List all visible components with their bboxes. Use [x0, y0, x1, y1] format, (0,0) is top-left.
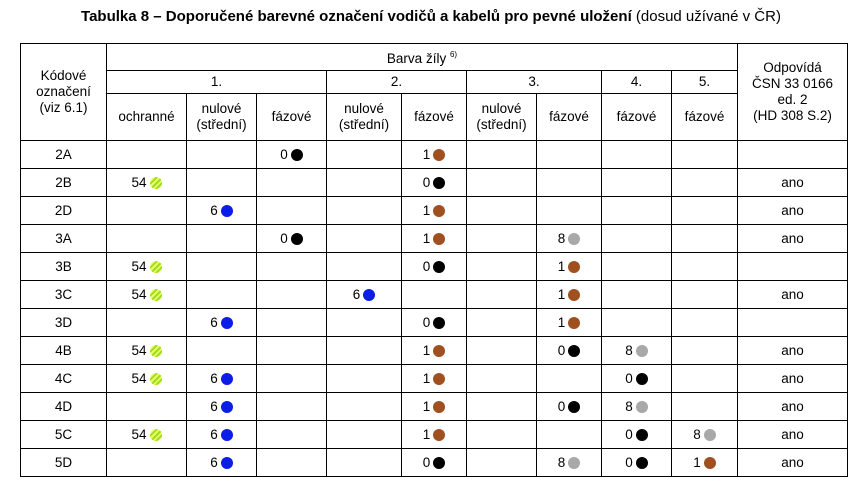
header-barva: Barva žíly $^{6)}$ — [107, 44, 738, 71]
odpovida-cell: ano — [738, 393, 848, 421]
conductor-cell — [187, 365, 257, 393]
sub-fazove-5: fázové — [672, 94, 738, 141]
conductor-cell — [327, 365, 402, 393]
color-code-number: 0 — [625, 426, 633, 442]
odpovida-cell — [738, 253, 848, 281]
conductor-cell — [602, 225, 672, 253]
conductor-cell — [327, 337, 402, 365]
conductor-cell — [402, 309, 467, 337]
color-code-number: 54 — [131, 370, 147, 386]
color-code-number: 1 — [557, 258, 566, 274]
odpovida-cell: ano — [738, 225, 848, 253]
conductor-cell — [537, 169, 602, 197]
conductor-cell — [672, 281, 738, 309]
table-title-note: (dosud užívané v ČR) — [631, 8, 781, 25]
gray-dot-icon — [568, 457, 580, 469]
conductor-cell — [107, 421, 187, 449]
black-dot-icon — [636, 457, 648, 469]
conductor-cell — [467, 281, 537, 309]
conductor-cell — [327, 253, 402, 281]
conductor-cell — [467, 141, 537, 169]
color-code-number: 0 — [625, 454, 633, 470]
brown-dot-icon — [433, 205, 445, 217]
color-code-number: 1 — [557, 314, 566, 330]
code-cell: 4D — [21, 393, 107, 421]
blue-dot-icon — [221, 373, 233, 385]
color-code-number: 0 — [625, 370, 633, 386]
color-code-number: 8 — [625, 398, 633, 414]
conductor-cell — [257, 365, 327, 393]
color-code-number: 0 — [422, 314, 431, 330]
conductor-cell — [257, 141, 327, 169]
odpovida-cell — [738, 141, 848, 169]
conductor-cell — [187, 309, 257, 337]
conductor-cell — [602, 197, 672, 225]
conductor-cell — [327, 141, 402, 169]
conductor-cell — [467, 449, 537, 477]
blue-dot-icon — [221, 205, 233, 217]
green-yellow-dot-icon — [150, 261, 162, 273]
conductor-cell — [107, 365, 187, 393]
code-cell: 3D — [21, 309, 107, 337]
conductor-cell — [327, 393, 402, 421]
gray-dot-icon — [568, 233, 580, 245]
group-5: 5. — [672, 71, 738, 94]
conductor-cell — [402, 393, 467, 421]
odpovida-cell: ano — [738, 169, 848, 197]
brown-dot-icon — [568, 289, 580, 301]
brown-dot-icon — [433, 345, 445, 357]
conductor-cell — [257, 393, 327, 421]
conductor-cell — [187, 225, 257, 253]
color-code-number: 54 — [131, 286, 147, 302]
conductor-cell — [187, 449, 257, 477]
table-row — [21, 197, 848, 225]
table-row — [21, 169, 848, 197]
color-code-number: 8 — [625, 342, 633, 358]
conductor-cell — [107, 225, 187, 253]
sub-nulove-3: nulové (střední) — [467, 94, 537, 141]
conductor-cell — [467, 197, 537, 225]
conductor-cell — [467, 393, 537, 421]
conductor-cell — [537, 393, 602, 421]
brown-dot-icon — [704, 457, 716, 469]
conductor-cell — [537, 141, 602, 169]
color-code-number: 6 — [210, 202, 218, 218]
conductor-cell — [257, 421, 327, 449]
conductor-cell — [467, 309, 537, 337]
group-1: 1. — [107, 71, 327, 94]
table-row — [21, 253, 848, 281]
color-code-number: 6 — [210, 370, 218, 386]
black-dot-icon — [433, 261, 445, 273]
color-coding-table — [20, 43, 848, 477]
table-row — [21, 141, 848, 169]
conductor-cell — [602, 393, 672, 421]
conductor-cell — [602, 421, 672, 449]
table-row — [21, 309, 848, 337]
conductor-cell — [107, 281, 187, 309]
color-code-number: 1 — [422, 230, 431, 246]
conductor-cell — [672, 141, 738, 169]
conductor-cell — [257, 309, 327, 337]
color-code-number: 6 — [210, 454, 218, 470]
black-dot-icon — [291, 149, 303, 161]
conductor-cell — [402, 141, 467, 169]
table-row — [21, 365, 848, 393]
group-3: 3. — [467, 71, 602, 94]
green-yellow-dot-icon — [150, 289, 162, 301]
black-dot-icon — [568, 345, 580, 357]
conductor-cell — [107, 393, 187, 421]
conductor-cell — [327, 281, 402, 309]
conductor-cell — [467, 421, 537, 449]
conductor-cell — [107, 309, 187, 337]
odpovida-cell: ano — [738, 197, 848, 225]
color-code-number: 1 — [422, 202, 431, 218]
color-code-number: 1 — [422, 398, 431, 414]
blue-dot-icon — [221, 401, 233, 413]
sub-fazove-1: fázové — [257, 94, 327, 141]
black-dot-icon — [433, 457, 445, 469]
color-code-number: 1 — [422, 426, 431, 442]
conductor-cell — [537, 225, 602, 253]
color-code-number: 0 — [422, 454, 431, 470]
black-dot-icon — [636, 373, 648, 385]
conductor-cell — [187, 421, 257, 449]
table-title — [0, 8, 862, 25]
color-code-number: 54 — [131, 342, 147, 358]
gray-dot-icon — [636, 345, 648, 357]
conductor-cell — [257, 281, 327, 309]
header-code: Kódové označení (viz 6.1) — [21, 44, 107, 141]
conductor-cell — [402, 225, 467, 253]
color-code-number: 0 — [280, 230, 288, 246]
brown-dot-icon — [433, 233, 445, 245]
conductor-cell — [107, 169, 187, 197]
conductor-cell — [467, 365, 537, 393]
conductor-cell — [537, 197, 602, 225]
conductor-cell — [602, 365, 672, 393]
sub-fazove-3: fázové — [537, 94, 602, 141]
black-dot-icon — [568, 401, 580, 413]
conductor-cell — [327, 309, 402, 337]
conductor-cell — [187, 141, 257, 169]
conductor-cell — [257, 225, 327, 253]
conductor-cell — [402, 197, 467, 225]
conductor-cell — [537, 309, 602, 337]
sub-fazove-2: fázové — [402, 94, 467, 141]
conductor-cell — [402, 421, 467, 449]
color-code-number: 1 — [557, 286, 566, 302]
conductor-cell — [602, 141, 672, 169]
color-code-number: 54 — [131, 174, 147, 190]
table-title-bold: Tabulka 8 – Doporučené barevné označení vodičů a kabelů pro pevné uložení — [81, 8, 632, 25]
conductor-cell — [107, 253, 187, 281]
conductor-cell — [107, 141, 187, 169]
conductor-cell — [537, 449, 602, 477]
conductor-cell — [602, 253, 672, 281]
brown-dot-icon — [568, 261, 580, 273]
sub-fazove-4: fázové — [602, 94, 672, 141]
group-4: 4. — [602, 71, 672, 94]
color-code-number: 6 — [210, 398, 218, 414]
gray-dot-icon — [704, 429, 716, 441]
conductor-cell — [327, 225, 402, 253]
color-code-number: 8 — [693, 426, 701, 442]
blue-dot-icon — [221, 317, 233, 329]
conductor-cell — [402, 449, 467, 477]
conductor-cell — [187, 197, 257, 225]
code-cell: 3C — [21, 281, 107, 309]
black-dot-icon — [291, 233, 303, 245]
green-yellow-dot-icon — [150, 373, 162, 385]
odpovida-cell — [738, 309, 848, 337]
conductor-cell — [187, 393, 257, 421]
green-yellow-dot-icon — [150, 429, 162, 441]
conductor-cell — [107, 337, 187, 365]
conductor-cell — [257, 337, 327, 365]
sub-ochranne: ochranné — [107, 94, 187, 141]
conductor-cell — [107, 197, 187, 225]
color-code-number: 0 — [422, 258, 431, 274]
code-cell: 2A — [21, 141, 107, 169]
conductor-cell — [257, 197, 327, 225]
conductor-cell — [602, 337, 672, 365]
table-row — [21, 225, 848, 253]
color-code-number: 8 — [557, 454, 566, 470]
conductor-cell — [402, 337, 467, 365]
table-row — [21, 337, 848, 365]
conductor-cell — [402, 253, 467, 281]
conductor-cell — [672, 253, 738, 281]
color-code-number: 1 — [422, 370, 431, 386]
color-code-number: 1 — [422, 342, 431, 358]
table-row — [21, 421, 848, 449]
code-cell: 2B — [21, 169, 107, 197]
gray-dot-icon — [636, 401, 648, 413]
conductor-cell — [672, 197, 738, 225]
conductor-cell — [537, 253, 602, 281]
odpovida-cell: ano — [738, 421, 848, 449]
code-cell: 3B — [21, 253, 107, 281]
brown-dot-icon — [433, 149, 445, 161]
table-row — [21, 393, 848, 421]
conductor-cell — [602, 281, 672, 309]
color-code-number: 1 — [693, 454, 701, 470]
blue-dot-icon — [221, 457, 233, 469]
code-cell: 4B — [21, 337, 107, 365]
table-row — [21, 281, 848, 309]
conductor-cell — [602, 309, 672, 337]
color-code-number: 6 — [210, 426, 218, 442]
code-cell: 3A — [21, 225, 107, 253]
conductor-cell — [467, 253, 537, 281]
conductor-cell — [672, 337, 738, 365]
conductor-cell — [537, 365, 602, 393]
conductor-cell — [672, 449, 738, 477]
sub-nulove-1: nulové (střední) — [187, 94, 257, 141]
conductor-cell — [187, 253, 257, 281]
conductor-cell — [187, 169, 257, 197]
conductor-cell — [187, 281, 257, 309]
conductor-cell — [327, 197, 402, 225]
header-odpovida: Odpovídá ČSN 33 0166 ed. 2 (HD 308 S.2) — [738, 44, 848, 141]
conductor-cell — [467, 169, 537, 197]
green-yellow-dot-icon — [150, 345, 162, 357]
color-code-number: 54 — [131, 426, 147, 442]
code-cell: 2D — [21, 197, 107, 225]
odpovida-cell: ano — [738, 281, 848, 309]
brown-dot-icon — [433, 429, 445, 441]
brown-dot-icon — [568, 317, 580, 329]
color-code-number: 1 — [422, 146, 431, 162]
color-code-number: 8 — [557, 230, 566, 246]
conductor-cell — [537, 421, 602, 449]
conductor-cell — [602, 449, 672, 477]
conductor-cell — [537, 337, 602, 365]
color-code-number: 6 — [352, 286, 361, 302]
green-yellow-dot-icon — [150, 177, 162, 189]
color-code-number: 6 — [210, 314, 218, 330]
odpovida-cell: ano — [738, 449, 848, 477]
conductor-cell — [467, 225, 537, 253]
conductor-cell — [327, 449, 402, 477]
conductor-cell — [467, 337, 537, 365]
conductor-cell — [187, 337, 257, 365]
color-code-number: 54 — [131, 258, 147, 274]
brown-dot-icon — [433, 401, 445, 413]
black-dot-icon — [636, 429, 648, 441]
blue-dot-icon — [221, 429, 233, 441]
odpovida-cell: ano — [738, 365, 848, 393]
conductor-cell — [602, 169, 672, 197]
table-body — [21, 141, 848, 477]
conductor-cell — [327, 169, 402, 197]
conductor-cell — [672, 421, 738, 449]
code-cell: 5D — [21, 449, 107, 477]
group-2: 2. — [327, 71, 467, 94]
code-cell: 4C — [21, 365, 107, 393]
conductor-cell — [257, 169, 327, 197]
color-code-number: 0 — [280, 146, 288, 162]
conductor-cell — [672, 169, 738, 197]
conductor-cell — [672, 225, 738, 253]
conductor-cell — [672, 309, 738, 337]
sub-nulove-2: nulové (střední) — [327, 94, 402, 141]
color-code-number: 0 — [422, 174, 431, 190]
color-code-number: 0 — [557, 342, 566, 358]
conductor-cell — [402, 365, 467, 393]
color-code-number: 0 — [557, 398, 566, 414]
conductor-cell — [402, 169, 467, 197]
conductor-cell — [672, 365, 738, 393]
odpovida-cell: ano — [738, 337, 848, 365]
table-row — [21, 449, 848, 477]
black-dot-icon — [433, 177, 445, 189]
conductor-cell — [257, 253, 327, 281]
conductor-cell — [537, 281, 602, 309]
conductor-cell — [327, 421, 402, 449]
brown-dot-icon — [433, 373, 445, 385]
conductor-cell — [257, 449, 327, 477]
conductor-cell — [402, 281, 467, 309]
blue-dot-icon — [363, 289, 375, 301]
conductor-cell — [107, 449, 187, 477]
code-cell: 5C — [21, 421, 107, 449]
conductor-cell — [672, 393, 738, 421]
black-dot-icon — [433, 317, 445, 329]
